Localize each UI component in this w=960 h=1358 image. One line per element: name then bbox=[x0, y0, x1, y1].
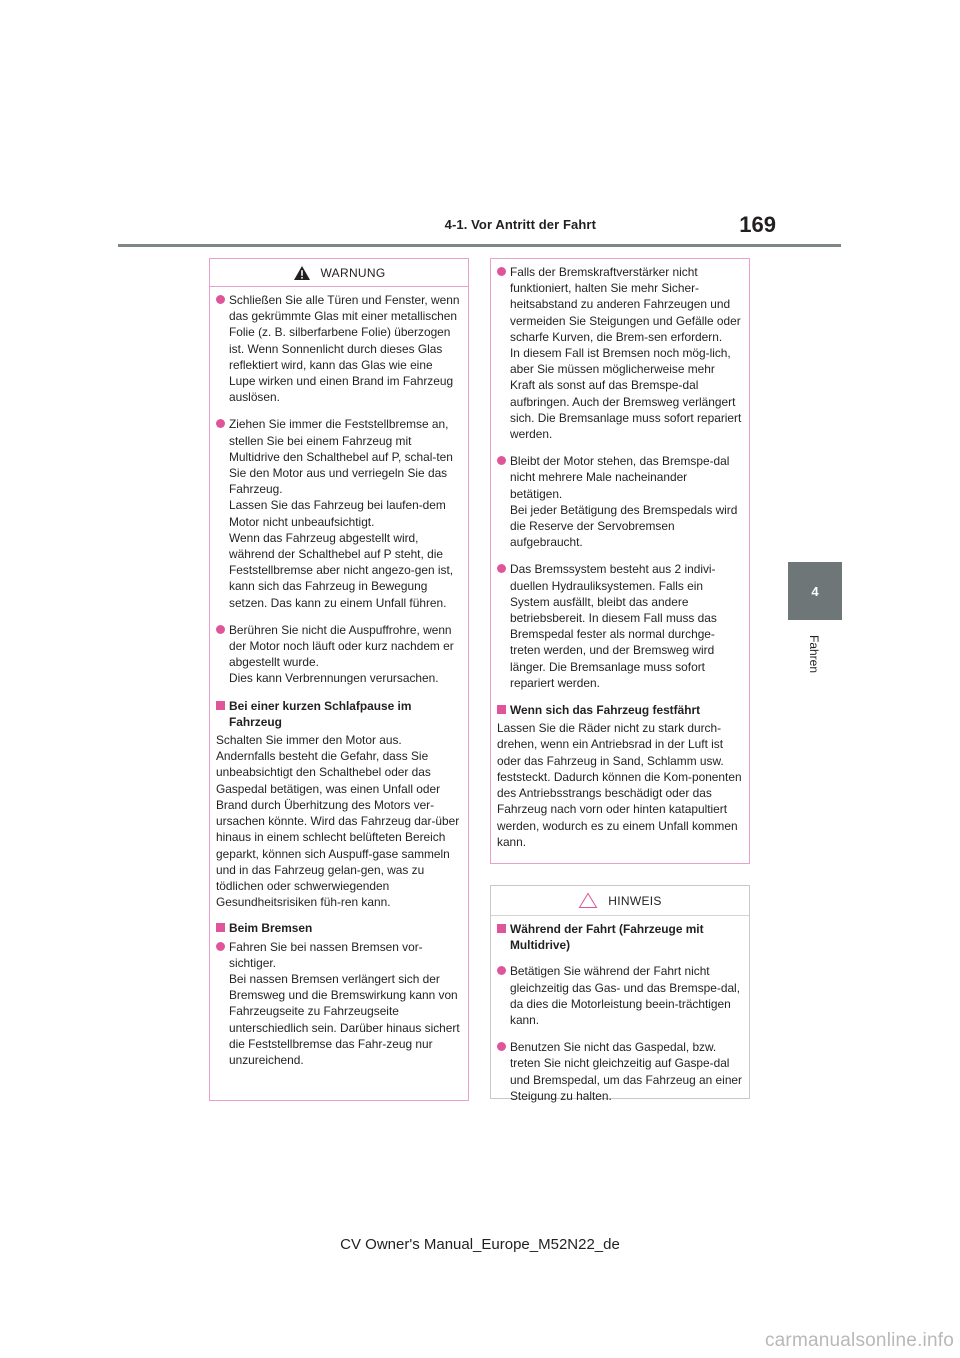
note-item-list bbox=[497, 963, 742, 1104]
bullet-item bbox=[216, 622, 461, 687]
nap-heading: Bei einer kurzen Schlafpause im Fahrzeug bbox=[216, 698, 461, 730]
warning-box bbox=[209, 258, 469, 1101]
bullet-paragraph: Lassen Sie das Fahrzeug bei laufen-dem Motor nicht unbeaufsichtigt. bbox=[229, 498, 446, 529]
header-section-title: 4-1. Vor Antritt der Fahrt bbox=[444, 217, 596, 232]
round-bullet-icon bbox=[497, 267, 506, 276]
round-bullet-icon bbox=[497, 456, 506, 465]
caution-triangle-outline-icon bbox=[578, 892, 598, 909]
watermark: carmanualsonline.info bbox=[764, 1330, 954, 1351]
bullet-item bbox=[497, 561, 742, 691]
warning-header bbox=[210, 259, 468, 287]
bullet-paragraph: Das Bremssystem besteht aus 2 indivi-duellen Hydrauliksystemen. Falls ein System ausfällt, bleibt das andere betriebsbereit. In diesem Fall muss das Bremspedal fester als normal durchge-treten werden, und der Bremsweg wird länger. Die Bremsanlage muss sofort repariert werden. bbox=[510, 562, 717, 690]
footer-manual-id: CV Owner's Manual_Europe_M52N22_de bbox=[340, 1236, 620, 1253]
bullet-paragraph: Berühren Sie nicht die Auspuffrohre, wenn der Motor noch läuft oder kurz nachdem er abgestellt wurde. bbox=[229, 622, 454, 670]
bullet-item bbox=[497, 453, 742, 550]
round-bullet-icon bbox=[216, 625, 225, 634]
header-rule bbox=[118, 244, 841, 247]
warning-continued-item-list bbox=[497, 264, 742, 691]
bullet-paragraph: Benutzen Sie nicht das Gaspedal, bzw. treten Sie nicht gleichzeitig auf Gaspe-dal und Bremspedal, um das Fahrzeug an einer Steigung zu halten. bbox=[510, 1040, 743, 1103]
bullet-paragraph: Betätigen Sie während der Fahrt nicht gleichzeitig das Gas- und das Bremspe-dal, da dies die Motorleistung beein-trächtigen kann. bbox=[510, 964, 741, 1028]
nap-text: Schalten Sie immer den Motor aus. Andernfalls besteht die Gefahr, dass Sie unbeabsichtigt den Schalthebel oder das Gaspedal betätigen, was einen Unfall oder Brand durch Überhitzung des Motors ver-ursachen könnte. Wird das Fahrzeug dar-über hinaus in einem schlecht belüfteten Bereich geparkt, können sich Auspuff-gase sammeln und in das Fahrzeug gelan-gen, was zu tödlichen oder schwerwiegenden Gesundheitsrisiken füh-ren kann. bbox=[216, 733, 460, 910]
bullet-paragraph: Bei jeder Betätigung des Bremspedals wird die Reserve der Servobremsen aufgebraucht. bbox=[510, 502, 738, 550]
braking-heading: Beim Bremsen bbox=[216, 920, 461, 936]
bullet-paragraph: Bleibt der Motor stehen, das Bremspe-dal nicht mehrere Male nacheinander betätigen. bbox=[510, 454, 730, 501]
page-number: 169 bbox=[739, 212, 776, 237]
round-bullet-icon bbox=[216, 295, 225, 304]
note-title: HINWEIS bbox=[608, 893, 662, 908]
bullet-paragraph: In diesem Fall ist Bremsen noch mög-lich, aber Sie müssen möglicherweise mehr Kraft als sonst auf das Bremspe-dal aufbringen. Auch der Bremsweg verlängert sich. Die Bremsanlage muss sofort repariert werden. bbox=[510, 346, 742, 442]
warning-title: WARNUNG bbox=[320, 265, 386, 280]
bullet-paragraph: Falls der Bremskraftverstärker nicht funktioniert, halten Sie mehr Sicher-heitsabstand zu anderen Fahrzeugen und vermeiden Sie Steigungen und Gefälle oder scharfe Kurven, die Brem-sen erfordern. bbox=[510, 265, 741, 344]
round-bullet-icon bbox=[497, 1042, 506, 1051]
bullet-paragraph: Fahren Sie bei nassen Bremsen vor-sichtiger. bbox=[229, 939, 423, 970]
round-bullet-icon bbox=[216, 419, 225, 428]
square-bullet-icon bbox=[497, 924, 506, 933]
bullet-paragraph: Bei nassen Bremsen verlängert sich der Bremsweg und die Bremswirkung kann von Fahrzeugseite zu Fahrzeugseite unterschiedlich sein. Darüber hinaus sichert die Feststellbremse das Fahr-zeug nur unzureichend. bbox=[229, 971, 460, 1067]
square-bullet-icon bbox=[216, 923, 225, 932]
braking-item-list bbox=[216, 939, 461, 1069]
bullet-item bbox=[216, 939, 461, 1069]
round-bullet-icon bbox=[497, 966, 506, 975]
chapter-tab[interactable] bbox=[788, 562, 842, 620]
stuck-text: Lassen Sie die Räder nicht zu stark durch-drehen, wenn ein Antriebsrad in der Luft ist oder das Fahrzeug in Sand, Schlamm usw. feststeckt. Dadurch können die Kom-ponenten des Antriebsstrangs beschädigt oder das Fahrzeug nach vorn oder hinten katapultiert werden, wodurch es zu einem Unfall kommen kann. bbox=[497, 721, 742, 849]
warning-item-list bbox=[216, 292, 461, 687]
square-bullet-icon bbox=[497, 705, 506, 714]
bullet-item bbox=[216, 416, 461, 610]
bullet-paragraph: Ziehen Sie immer die Feststellbremse an, stellen Sie bei einem Fahrzeug mit Multidrive den Schalthebel auf P, schal-ten Sie den Motor aus und verriegeln Sie das Fahrzeug. bbox=[229, 417, 453, 497]
note-header bbox=[491, 886, 749, 916]
bullet-item bbox=[497, 264, 742, 442]
chapter-label: Fahren bbox=[807, 634, 821, 674]
stuck-heading: Wenn sich das Fahrzeug festfährt bbox=[497, 702, 742, 718]
warning-continued-box bbox=[490, 258, 750, 864]
bullet-paragraph: Wenn das Fahrzeug abgestellt wird, während der Schalthebel auf P steht, die Feststellbremse aber nicht angezo-gen ist, kann sich das Fahrzeug in Bewegung setzen. Das kann zu einem Unfall führen. bbox=[229, 530, 454, 610]
note-box bbox=[490, 885, 750, 1103]
note-heading: Während der Fahrt (Fahrzeuge mit Multidrive) bbox=[497, 921, 742, 953]
round-bullet-icon bbox=[216, 942, 225, 951]
bullet-paragraph: Schließen Sie alle Türen und Fenster, wenn das gekrümmte Glas mit einer metallischen Folie (z. B. silberfarbene Folie) überzogen ist. Wenn Sonnenlicht durch dieses Glas reflektiert wird, kann das Glas wie eine Lupe wirken und einen Brand im Fahrzeug auslösen. bbox=[229, 293, 460, 405]
square-bullet-icon bbox=[216, 701, 225, 710]
bullet-item bbox=[216, 292, 461, 405]
bullet-paragraph: Dies kann Verbrennungen verursachen. bbox=[229, 671, 439, 686]
bullet-item bbox=[497, 963, 742, 1028]
bullet-item bbox=[497, 1039, 742, 1104]
round-bullet-icon bbox=[497, 564, 506, 573]
warning-triangle-icon bbox=[293, 265, 311, 281]
chapter-number: 4 bbox=[811, 583, 819, 599]
